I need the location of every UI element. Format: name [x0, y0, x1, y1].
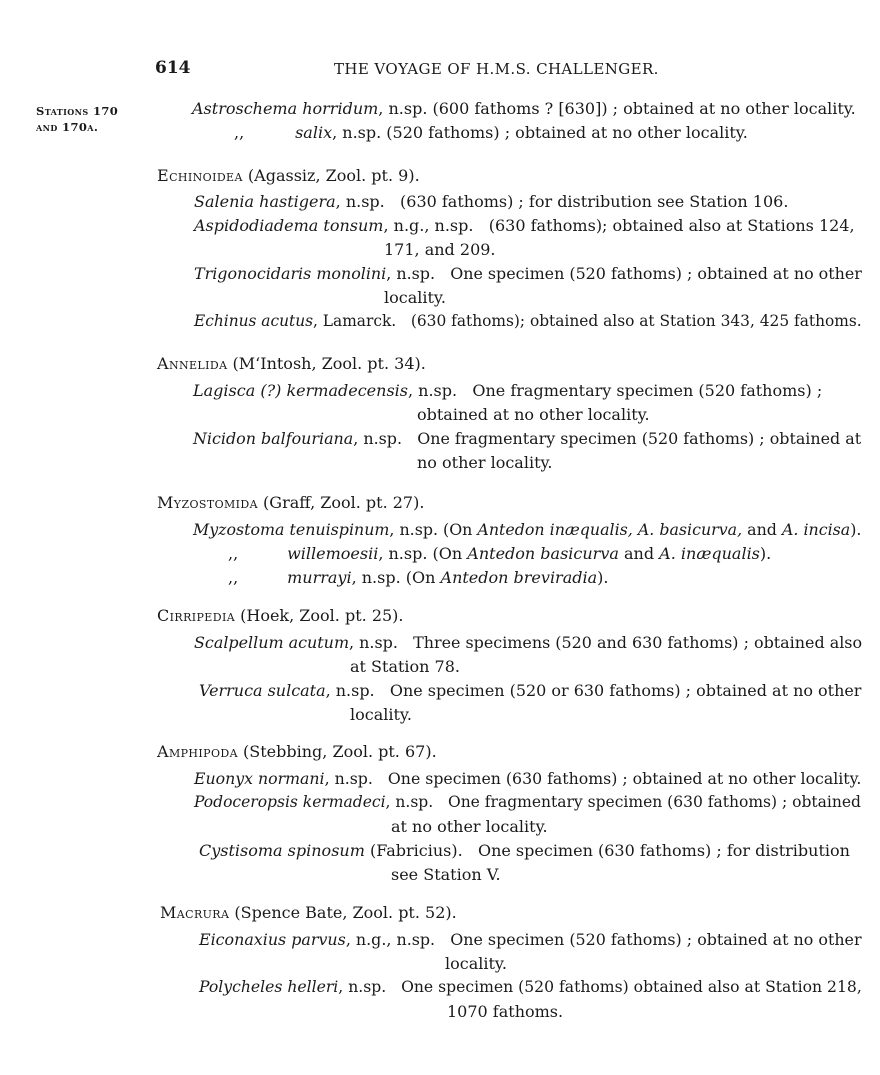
host-prefix: (On: [427, 544, 468, 563]
species-name: Polycheles helleri: [199, 978, 339, 996]
species-details: One specimen (520 fathoms) obtained also at Station 218,: [401, 978, 862, 996]
species-entry: [199, 679, 861, 702]
species-details: One specimen (520 fathoms) ; obtained at no other: [450, 930, 862, 949]
species-name: Cystisoma spinosum: [199, 841, 365, 860]
ditto-mark: ,,: [228, 568, 239, 587]
species-details-continuation: 1070 fathoms.: [447, 1002, 564, 1021]
species-name: Eiconaxius parvus: [199, 930, 346, 949]
species-authority: , n.sp.: [338, 978, 387, 996]
margin-note-line1: Stations 170: [36, 104, 119, 118]
species-details: , n.sp. (520 fathoms) ; obtained at no other locality.: [332, 123, 748, 142]
species-entry: [193, 427, 861, 450]
group-name: Annelida: [157, 354, 228, 373]
species-details-continuation: 171, and 209.: [384, 240, 496, 259]
species-authority: , n.sp.: [351, 568, 401, 587]
species-entry: [194, 190, 788, 213]
species-details-continuation: no other locality.: [417, 453, 553, 472]
group-reference: (Spence Bate, Zool. pt. 52).: [229, 903, 457, 922]
host-close: ).: [759, 544, 772, 563]
species-details-continuation: at Station 78.: [350, 657, 460, 676]
species-name: Salenia hastigera: [194, 192, 336, 211]
species-authority: , n.sp.: [389, 520, 438, 539]
species-entry: [193, 518, 861, 541]
species-entry: [228, 566, 608, 589]
species-authority: , n.sp.: [385, 793, 434, 811]
host-species: Antedon basicurva: [467, 544, 619, 563]
species-details: One fragmentary specimen (520 fathoms) ;: [472, 381, 823, 400]
host-species: A. incisa: [781, 520, 851, 539]
species-details-continuation: locality.: [384, 288, 446, 307]
ditto-mark: ,,: [228, 544, 239, 563]
species-authority: , n.sp.: [349, 633, 398, 652]
species-entry: [199, 976, 862, 999]
species-entry: [194, 631, 862, 654]
group-reference: (Agassiz, Zool. pt. 9).: [242, 166, 420, 185]
species-authority: , n.sp.: [353, 429, 403, 448]
species-details: (630 fathoms); obtained also at Station 343, 425 fathoms.: [410, 312, 862, 330]
species-authority: , n.sp.: [386, 264, 436, 283]
section-heading-myzostomida: [157, 493, 424, 512]
species-authority: , n.sp.: [325, 681, 375, 700]
species-name: murrayi: [287, 568, 352, 587]
page-number: 614: [155, 58, 191, 78]
species-details: One specimen (630 fathoms) ; obtained at no other locality.: [387, 769, 862, 788]
host-prefix: (On: [400, 568, 441, 587]
section-heading-annelida: [157, 354, 426, 373]
species-authority: , n.sp.: [324, 769, 373, 788]
species-entry: [199, 839, 850, 862]
group-name: Macrura: [160, 903, 230, 922]
species-name: Verruca sulcata: [199, 681, 326, 700]
species-name: Lagisca (?) kermadecensis: [193, 381, 408, 400]
species-name: Nicidon balfouriana: [193, 429, 354, 448]
species-authority: , n.g., n.sp.: [383, 216, 474, 235]
species-details: One fragmentary specimen (520 fathoms) ; obtained at: [417, 429, 862, 448]
species-authority: , Lamarck.: [313, 312, 397, 330]
running-title: THE VOYAGE OF H.M.S. CHALLENGER.: [334, 60, 659, 78]
species-details: One specimen (630 fathoms) ; for distribution: [477, 841, 850, 860]
species-name: Astroschema horridum: [192, 99, 379, 118]
group-reference: (Graff, Zool. pt. 27).: [257, 493, 425, 512]
species-name: Euonyx normani: [194, 769, 325, 788]
species-entry: [194, 791, 861, 814]
host-species: A. inæqualis: [659, 544, 760, 563]
species-authority: , n.sp.: [335, 192, 385, 211]
host-species: Antedon breviradia: [440, 568, 598, 587]
species-entry: [194, 262, 862, 285]
host-conjunction: and: [618, 544, 660, 563]
section-heading-echinoidea: [157, 166, 420, 185]
species-authority: , n.g., n.sp.: [345, 930, 436, 949]
group-name: Cirripedia: [157, 606, 236, 625]
section-heading-cirripedia: [157, 606, 404, 625]
species-entry: [234, 121, 748, 144]
species-details: Three specimens (520 and 630 fathoms) ; obtained also: [413, 633, 863, 652]
species-entry: [228, 542, 771, 565]
species-details-continuation: see Station V.: [391, 865, 501, 884]
species-name: Aspidodiadema tonsum: [194, 216, 384, 235]
species-details: , n.sp. (600 fathoms ? [630]) ; obtained at no other locality.: [378, 99, 856, 118]
section-heading-amphipoda: [157, 742, 437, 761]
group-name: Echinoidea: [157, 166, 243, 185]
host-close: ).: [850, 520, 862, 539]
species-entry: [194, 767, 861, 790]
species-name: Podoceropsis kermadeci: [194, 793, 386, 811]
species-entry: [199, 928, 862, 951]
species-name: Trigonocidaris monolini: [194, 264, 387, 283]
margin-note-line2: and 170a.: [36, 120, 99, 134]
species-authority: , n.sp.: [407, 381, 458, 400]
host-close: ).: [597, 568, 609, 587]
species-name: Myzostoma tenuispinum: [193, 520, 390, 539]
species-name: salix: [295, 123, 333, 142]
species-name: Echinus acutus: [194, 312, 314, 330]
species-details: One specimen (520 fathoms) ; obtained at no other: [450, 264, 862, 283]
host-species: Antedon inæqualis, A. basicurva,: [477, 520, 743, 539]
species-authority: (Fabricius).: [364, 841, 463, 860]
group-reference: (Stebbing, Zool. pt. 67).: [237, 742, 437, 761]
group-name: Myzostomida: [157, 493, 258, 512]
species-details: One specimen (520 or 630 fathoms) ; obtained at no other: [389, 681, 862, 700]
species-name: Scalpellum acutum: [194, 633, 350, 652]
species-details-continuation: locality.: [445, 954, 507, 973]
section-heading-macrura: [160, 903, 457, 922]
species-entry: [193, 379, 822, 402]
group-name: Amphipoda: [157, 742, 238, 761]
species-details: (630 fathoms); obtained also at Stations 124,: [488, 216, 855, 235]
species-details-continuation: locality.: [350, 705, 412, 724]
species-details: (630 fathoms) ; for distribution see Station 106.: [400, 192, 789, 211]
host-prefix: (On: [437, 520, 478, 539]
species-details: One fragmentary specimen (630 fathoms) ; obtained: [447, 793, 861, 811]
ditto-mark: ,,: [234, 123, 245, 142]
species-details-continuation: at no other locality.: [391, 817, 548, 836]
group-reference: (M‘Intosh, Zool. pt. 34).: [227, 354, 426, 373]
species-name: willemoesii: [287, 544, 379, 563]
species-authority: , n.sp.: [378, 544, 428, 563]
species-entry: [194, 310, 862, 333]
species-entry: [192, 97, 856, 120]
group-reference: (Hoek, Zool. pt. 25).: [235, 606, 404, 625]
species-entry: [194, 214, 855, 237]
host-conjunction: and: [742, 520, 782, 539]
species-details-continuation: obtained at no other locality.: [417, 405, 650, 424]
